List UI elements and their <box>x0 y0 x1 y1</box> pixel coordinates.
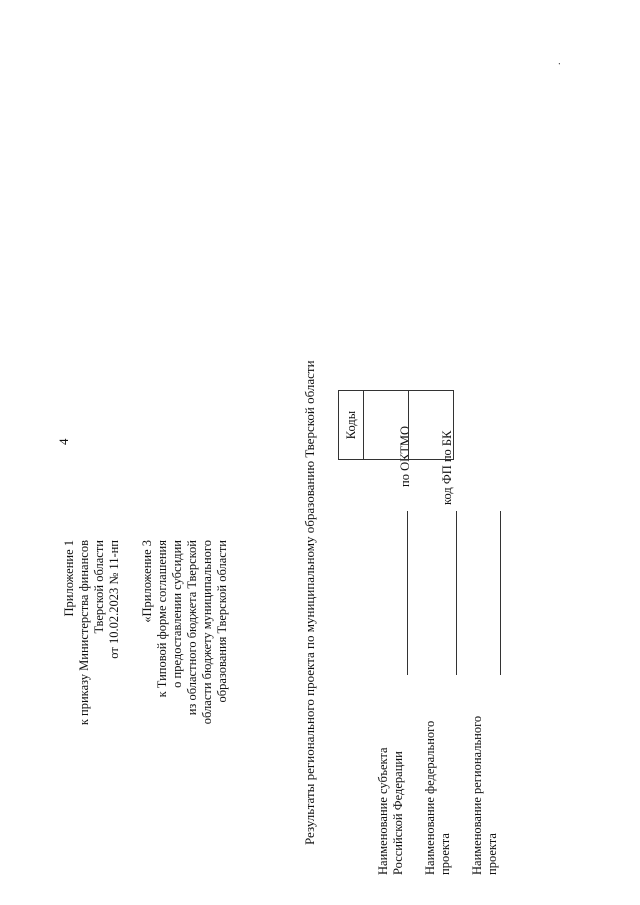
appendix2-line: «Приложение 3 <box>140 540 154 623</box>
field-label-regional-project <box>470 716 500 875</box>
field-underline-regional-project[interactable] <box>500 511 501 675</box>
code-cell-fp[interactable] <box>409 391 454 460</box>
appendix-block <box>62 540 122 725</box>
field-label-line: Российской Федерации <box>391 751 405 875</box>
document-title: Результаты регионального проекта по муниципальному образованию Тверской области <box>302 360 317 845</box>
appendix2-line: области бюджету муниципального <box>200 540 214 725</box>
field-underline-subject[interactable] <box>407 511 408 675</box>
field-label-subject <box>376 747 406 875</box>
appendix-line: от 10.02.2023 № 11-нп <box>107 540 121 659</box>
field-label-line: проекта <box>438 833 452 875</box>
page-number: 4 <box>56 438 71 445</box>
field-underline-federal-project[interactable] <box>456 511 457 675</box>
code-label-oktmo: по ОКТМО <box>398 425 412 487</box>
field-label-line: Наименование субъекта <box>376 747 390 875</box>
codes-table <box>338 390 454 460</box>
appendix2-line: из областного бюджета Тверской <box>185 540 199 716</box>
field-label-line: Наименование федерального <box>423 720 437 875</box>
code-label-fp: код ФП по БК <box>440 430 454 505</box>
stray-mark: . <box>552 62 563 65</box>
field-label-line: Наименование регионального <box>470 715 484 875</box>
appendix-line: к приказу Министерства финансов <box>77 540 91 726</box>
appendix2-line: к Типовой форме соглашения <box>155 540 169 698</box>
field-label-federal-project <box>423 721 453 875</box>
appendix-line: Тверской области <box>92 540 106 634</box>
appendix2-line: о предоставлении субсидии <box>170 540 184 688</box>
code-cell-oktmo[interactable] <box>364 391 409 460</box>
codes-header: Коды <box>339 391 364 460</box>
appendix-line: Приложение 1 <box>62 540 76 617</box>
appendix-block-2 <box>140 540 230 724</box>
field-label-line: проекта <box>485 833 499 875</box>
appendix2-line: образования Тверской области <box>215 540 229 703</box>
